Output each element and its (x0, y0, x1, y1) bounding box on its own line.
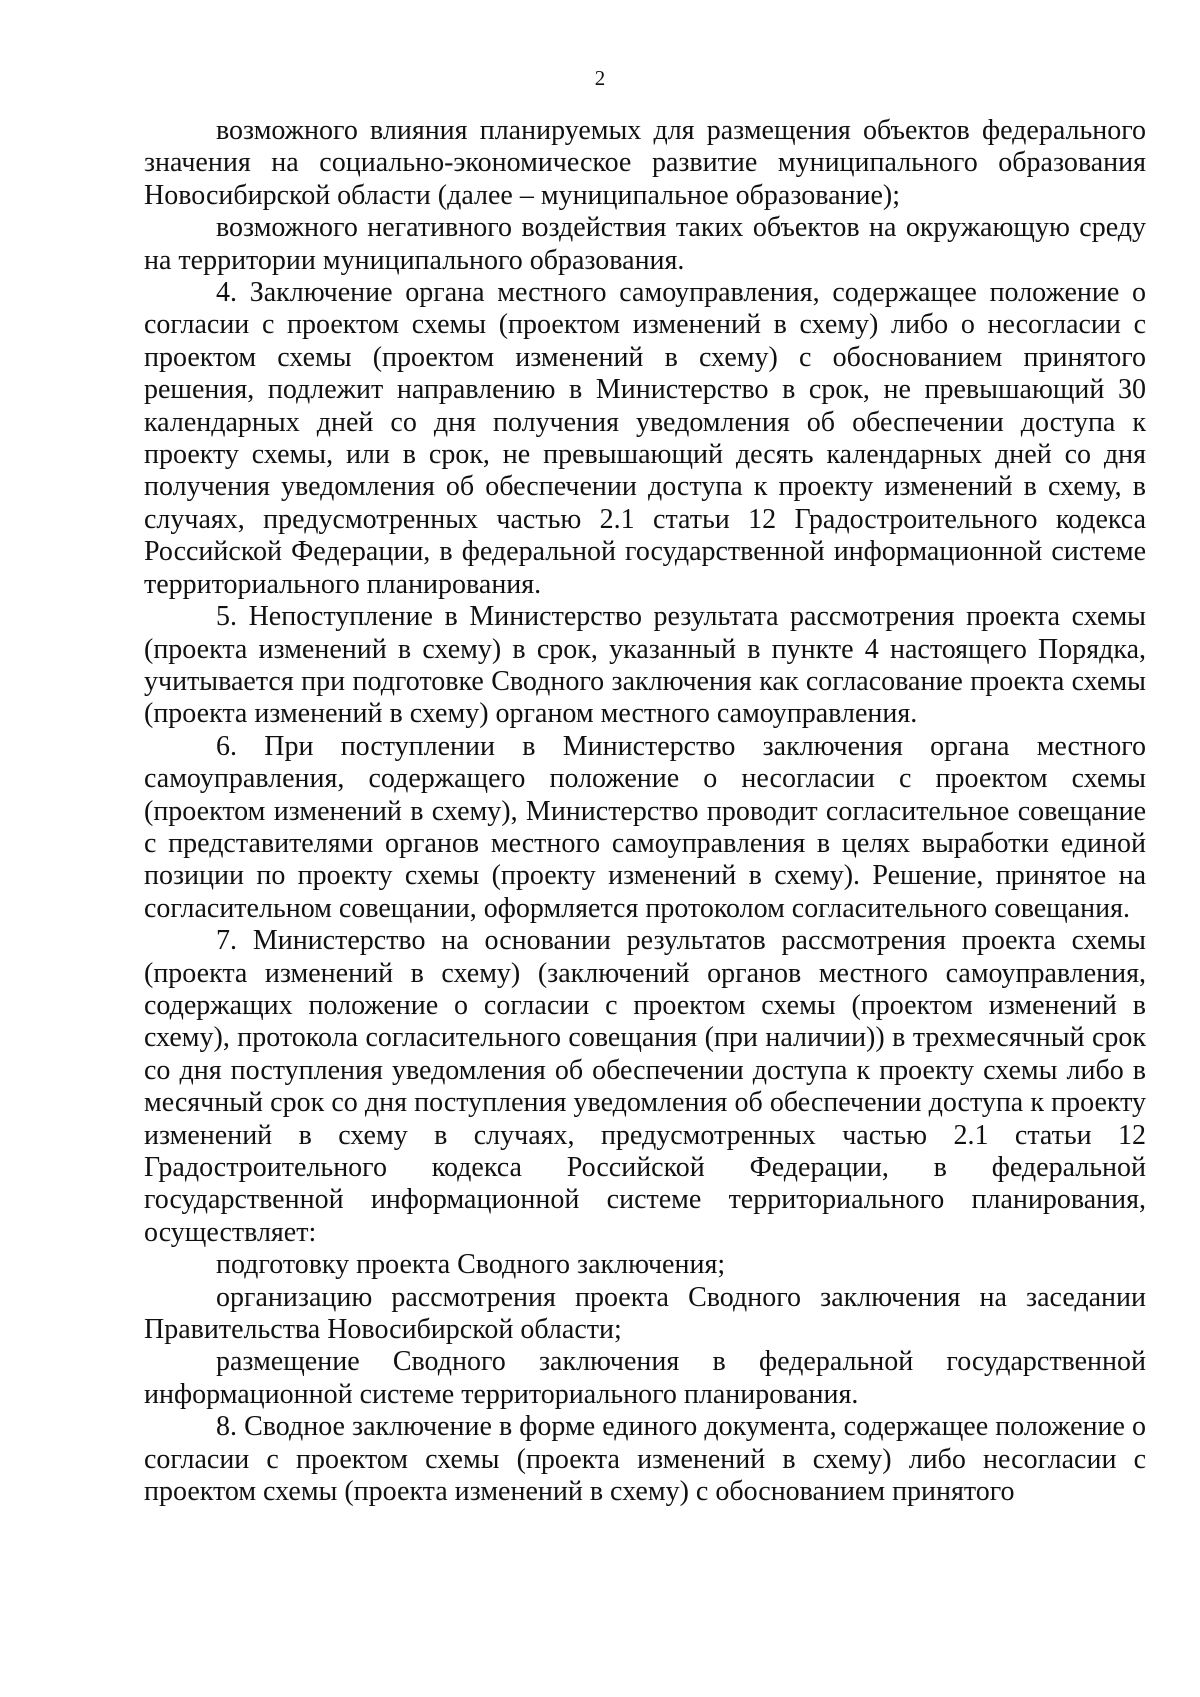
page-number: 2 (594, 66, 606, 90)
document-body (144, 115, 1146, 1508)
paragraph-item-8: 8. Сводное заключение в форме единого документа, содержащее положение о согласии с проектом схемы (проекта изменений в схему) либо несогласии с проектом схемы (проекта изменений в схему) с обоснованием принятого (144, 1411, 1146, 1508)
paragraph-item-6: 6. При поступлении в Министерство заключения органа местного самоуправления, содержащего положение о несогласии с проектом схемы (проектом изменений в схему), Министерство проводит согласительное совещание с представителями органов местного самоуправления в целях выработки единой позиции по проекту схемы (проекту изменений в схему). Решение, принятое на согласительном совещании, оформляется протоколом согласительного совещания. (144, 730, 1146, 924)
paragraph-item-5: 5. Непоступление в Министерство результата рассмотрения проекта схемы (проекта изменений в схему) в срок, указанный в пункте 4 настоящего Порядка, учитывается при подготовке Сводного заключения как согласование проекта схемы (проекта изменений в схему) органом местного самоуправления. (144, 601, 1146, 730)
paragraph-environment: возможного негативного воздействия таких объектов на окружающую среду на территории муниципального образования. (144, 212, 1146, 276)
paragraph-item-4: 4. Заключение органа местного самоуправления, содержащее положение о согласии с проектом схемы (проектом изменений в схему) либо о несогласии с проектом схемы (проектом изменений в схему) с обоснованием принятого решения, подлежит направлению в Министерство в срок, не превышающий 30 календарных дней со дня получения уведомления об обеспечении доступа к проекту схемы, или в срок, не превышающий десять календарных дней со дня получения уведомления об обеспечении доступа к проекту изменений в схему, в случаях, предусмотренных частью 2.1 статьи 12 Градостроительного кодекса Российской Федерации, в федеральной государственной информационной системе территориального планирования. (144, 277, 1146, 600)
paragraph-organize: организацию рассмотрения проекта Сводного заключения на заседании Правительства Новосибирской области; (144, 1281, 1146, 1346)
paragraph-item-7: 7. Министерство на основании результатов рассмотрения проекта схемы (проекта изменений в схему) (заключений органов местного самоуправления, содержащих положение о согласии с проектом схемы (проектом изменений в схему), протокола согласительного совещания (при наличии)) в трехмесячный срок со дня поступления уведомления об обеспечении доступа к проекту схемы либо в месячный срок со дня поступления уведомления об обеспечении доступа к проекту изменений в схему в случаях, предусмотренных частью 2.1 статьи 12 Градостроительного кодекса Российской Федерации, в федеральной государственной информационной системе территориального планирования, осуществляет: (144, 925, 1146, 1248)
paragraph-influence: возможного влияния планируемых для размещения объектов федерального значения на социально-экономическое развитие муниципального образования Новосибирской области (далее – муниципальное образование); (144, 115, 1146, 211)
paragraph-publish: размещение Сводного заключения в федеральной государственной информационной системе территориального планирования. (144, 1346, 1146, 1410)
paragraph-prepare: подготовку проекта Сводного заключения; (216, 1249, 726, 1281)
